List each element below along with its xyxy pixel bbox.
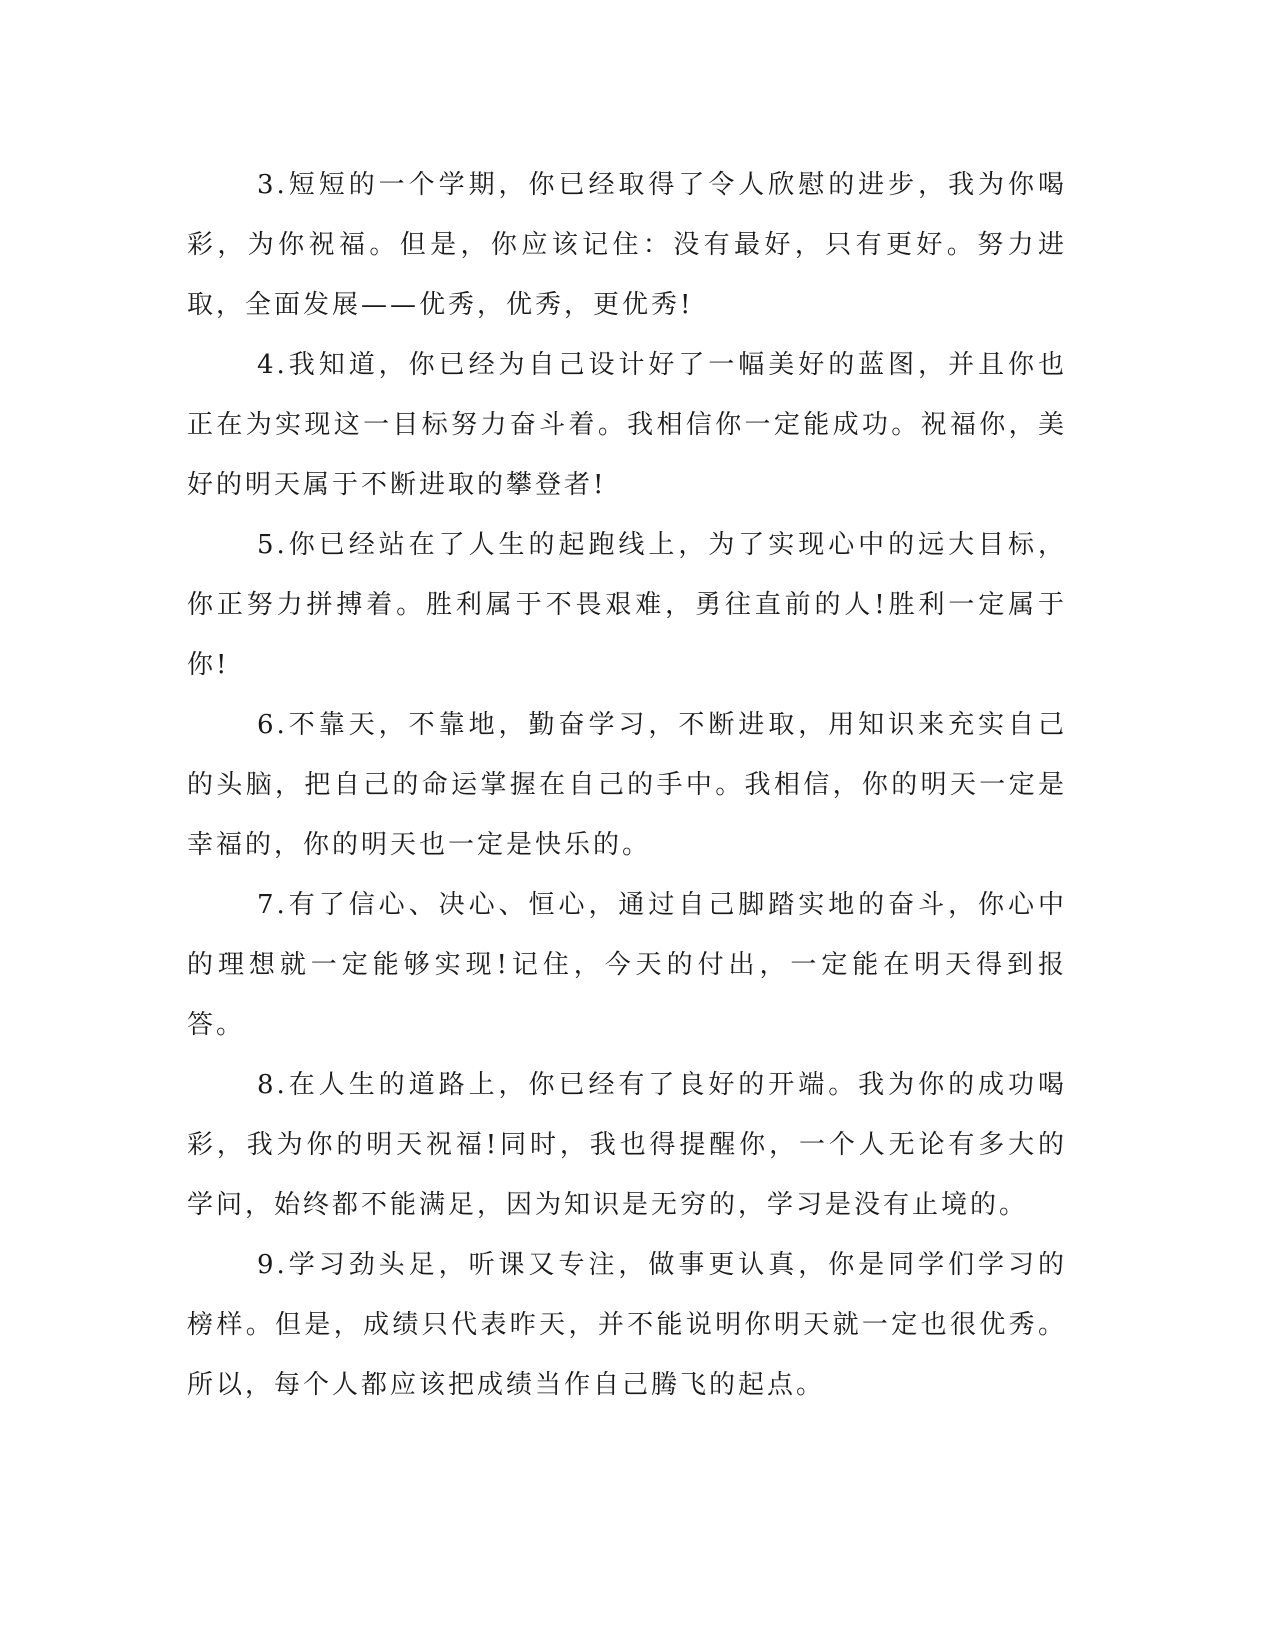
paragraph-5: 5.你已经站在了人生的起跑线上，为了实现心中的远大目标，你正努力拼搏着。胜利属于不畏艰难，勇往直前的人!胜利一定属于你! — [187, 530, 1067, 680]
paragraph-6: 6.不靠天，不靠地，勤奋学习，不断进取，用知识来充实自己的头脑，把自己的命运掌握在自己的手中。我相信，你的明天一定是幸福的，你的明天也一定是快乐的。 — [187, 710, 1067, 860]
paragraph-7: 7.有了信心、决心、恒心，通过自己脚踏实地的奋斗，你心中的理想就一定能够实现!记住，今天的付出，一定能在明天得到报答。 — [187, 890, 1067, 1040]
paragraph-4: 4.我知道，你已经为自己设计好了一幅美好的蓝图，并且你也正在为实现这一目标努力奋斗着。我相信你一定能成功。祝福你，美好的明天属于不断进取的攀登者! — [187, 350, 1067, 500]
paragraph-3: 3.短短的一个学期，你已经取得了令人欣慰的进步，我为你喝彩，为你祝福。但是，你应该记住：没有最好，只有更好。努力进取，全面发展——优秀，优秀，更优秀! — [187, 170, 1067, 320]
paragraph-9: 9.学习劲头足，听课又专注，做事更认真，你是同学们学习的榜样。但是，成绩只代表昨天，并不能说明你明天就一定也很优秀。所以，每个人都应该把成绩当作自己腾飞的起点。 — [187, 1250, 1067, 1400]
document-body — [187, 155, 1067, 1415]
paragraph-8: 8.在人生的道路上，你已经有了良好的开端。我为你的成功喝彩，我为你的明天祝福!同时，我也得提醒你，一个人无论有多大的学问，始终都不能满足，因为知识是无穷的，学习是没有止境的。 — [187, 1070, 1067, 1220]
